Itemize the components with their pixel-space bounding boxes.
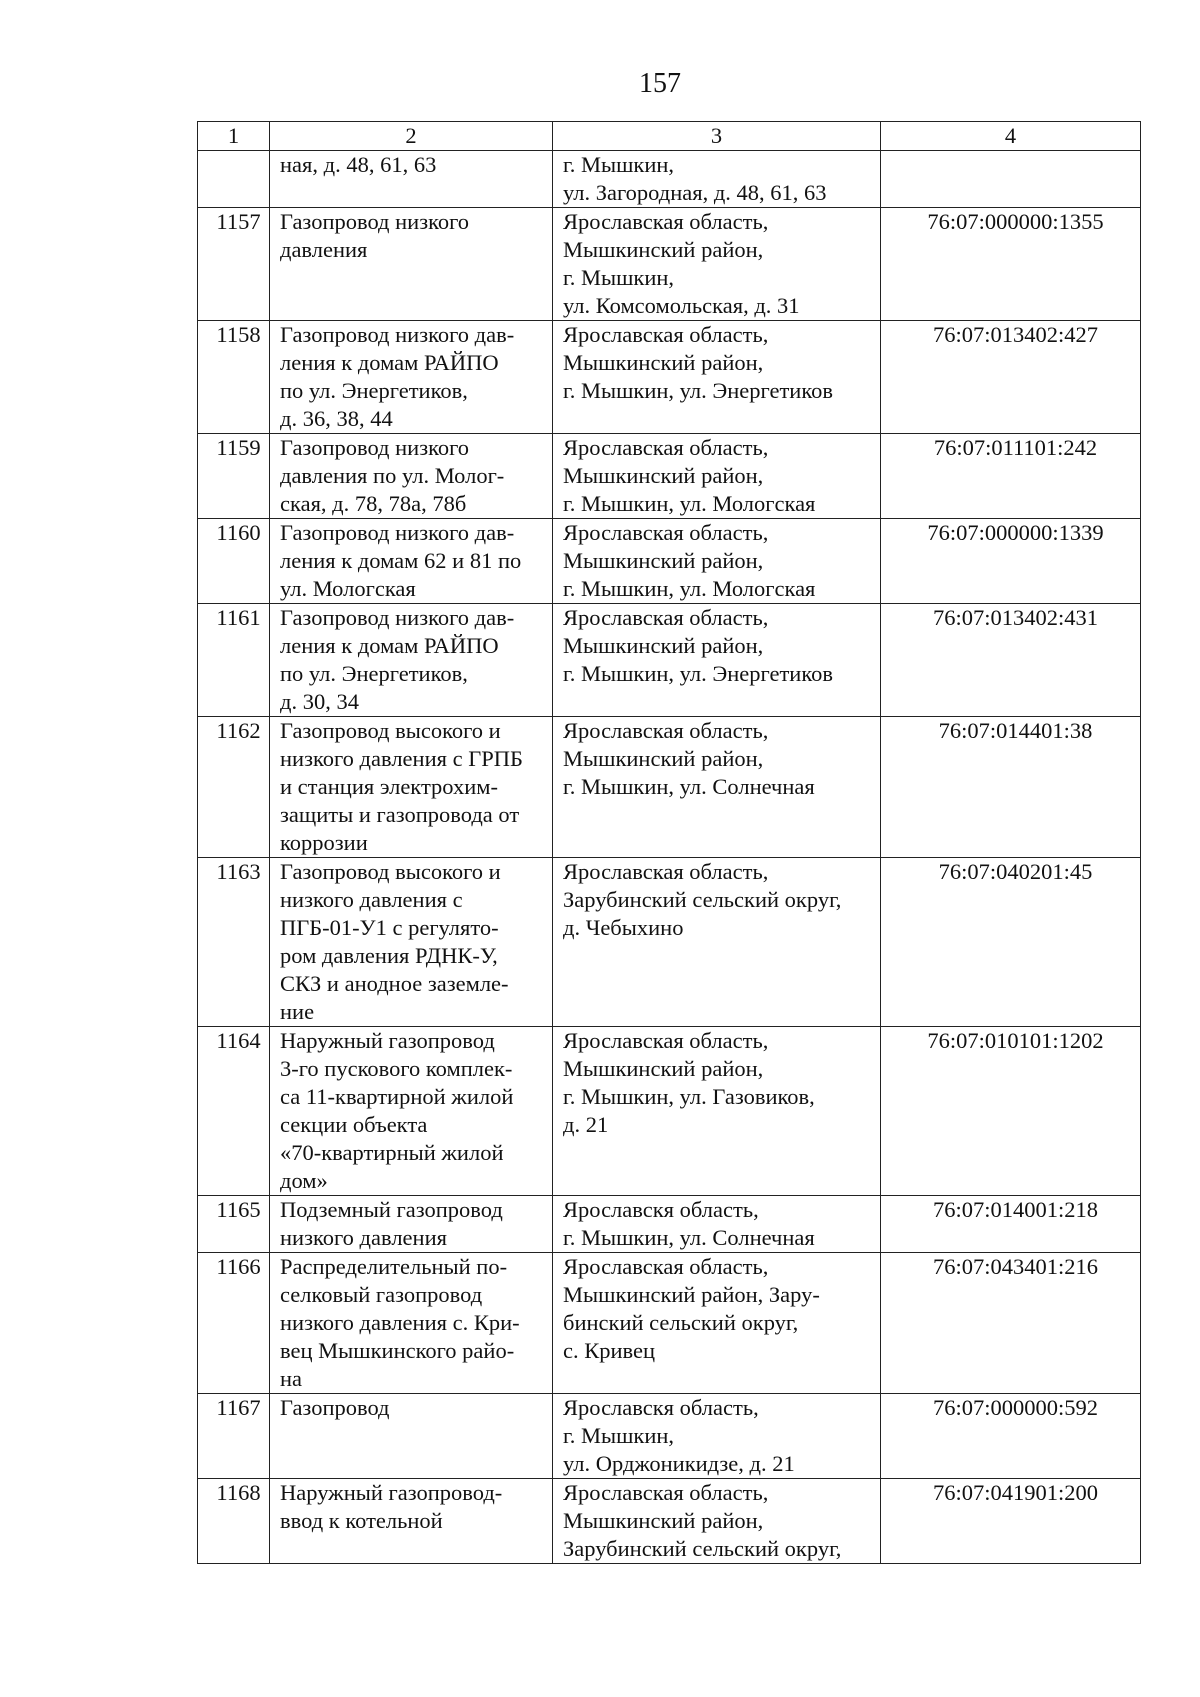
object-address-line: с. Кривец — [563, 1338, 656, 1363]
object-name-line: Газопровод высокого и — [280, 718, 501, 743]
object-address-line: Ярославская область, — [563, 1480, 769, 1505]
object-name-line: Газопровод — [280, 1395, 390, 1420]
object-name-line: ления к домам РАЙПО — [280, 633, 499, 658]
object-name-line: ние — [280, 999, 315, 1024]
object-address-line: Ярославскя область, — [563, 1395, 759, 1420]
object-name-line: давления — [280, 237, 368, 262]
object-name-line: Подземный газопровод — [280, 1197, 503, 1222]
object-address — [553, 519, 881, 604]
cadastral-number: 76:07:013402:431 — [881, 604, 1141, 717]
object-address-line: Ярославская область, — [563, 1028, 769, 1053]
object-name-line: ная, д. 48, 61, 63 — [280, 152, 437, 177]
object-address-line: Ярославская область, — [563, 1254, 769, 1279]
object-address — [553, 151, 881, 208]
table-body — [198, 151, 1141, 1564]
object-address-line: Мышкинский район, — [563, 1056, 764, 1081]
object-name-line: коррозии — [280, 830, 368, 855]
table-row — [198, 604, 1141, 717]
object-address-line: г. Мышкин, ул. Энергетиков — [563, 378, 833, 403]
object-address-line: Ярославская область, — [563, 322, 769, 347]
object-name-line: 3-го пускового комплек- — [280, 1056, 513, 1081]
object-address-line: г. Мышкин, ул. Солнечная — [563, 1225, 815, 1250]
object-name-line: низкого давления с ГРПБ — [280, 746, 523, 771]
object-name-line: Распределительный по- — [280, 1254, 508, 1279]
object-address-line: Ярославскя область, — [563, 1197, 759, 1222]
cadastral-number: 76:07:013402:427 — [881, 321, 1141, 434]
object-name-line: по ул. Энергетиков, — [280, 378, 468, 403]
object-address-line: г. Мышкин, — [563, 265, 675, 290]
object-name-line: защиты и газопровода от — [280, 802, 520, 827]
cadastral-number: 76:07:043401:216 — [881, 1253, 1141, 1394]
cadastral-number: 76:07:000000:1355 — [881, 208, 1141, 321]
object-name-line: ления к домам 62 и 81 по — [280, 548, 522, 573]
cadastral-number: 76:07:010101:1202 — [881, 1027, 1141, 1196]
table-row — [198, 434, 1141, 519]
table-row — [198, 717, 1141, 858]
cadastral-number: 76:07:000000:592 — [881, 1394, 1141, 1479]
object-name-line: давления по ул. Молог- — [280, 463, 505, 488]
object-address-line: Зарубинский сельский округ, — [563, 1536, 842, 1561]
object-address-line: Ярославская область, — [563, 209, 769, 234]
object-name-line: СКЗ и анодное заземле- — [280, 971, 509, 996]
object-name-line: селковый газопровод — [280, 1282, 483, 1307]
object-name-line: низкого давления с — [280, 887, 463, 912]
object-address-line: ул. Орджоникидзе, д. 21 — [563, 1451, 795, 1476]
object-name-line: низкого давления — [280, 1225, 447, 1250]
object-address-line: Ярославская область, — [563, 718, 769, 743]
object-name — [270, 321, 553, 434]
cadastral-number — [881, 151, 1141, 208]
object-address-line: г. Мышкин, — [563, 1423, 675, 1448]
row-number: 1159 — [198, 434, 270, 519]
object-address-line: г. Мышкин, ул. Мологская — [563, 491, 816, 516]
table-row — [198, 321, 1141, 434]
object-address-line: ул. Загородная, д. 48, 61, 63 — [563, 180, 827, 205]
object-name — [270, 519, 553, 604]
row-number — [198, 151, 270, 208]
object-address — [553, 1394, 881, 1479]
object-name-line: Газопровод низкого дав- — [280, 605, 515, 630]
object-name-line: секции объекта — [280, 1112, 428, 1137]
object-address-line: г. Мышкин, ул. Мологская — [563, 576, 816, 601]
column-header: 1 — [198, 122, 270, 151]
object-address — [553, 858, 881, 1027]
object-name — [270, 1394, 553, 1479]
object-address-line: Ярославская область, — [563, 435, 769, 460]
object-address-line: Мышкинский район, Зару- — [563, 1282, 820, 1307]
object-address-line: Мышкинский район, — [563, 548, 764, 573]
cadastral-number: 76:07:014401:38 — [881, 717, 1141, 858]
object-name-line: Газопровод низкого дав- — [280, 322, 515, 347]
table-row — [198, 1394, 1141, 1479]
table-row — [198, 1027, 1141, 1196]
cadastral-number: 76:07:040201:45 — [881, 858, 1141, 1027]
table-row — [198, 1253, 1141, 1394]
object-address-line: д. 21 — [563, 1112, 609, 1137]
object-name-line: ул. Мологская — [280, 576, 416, 601]
column-header: 4 — [881, 122, 1141, 151]
object-name — [270, 604, 553, 717]
object-name-line: ром давления РДНК-У, — [280, 943, 498, 968]
object-name — [270, 717, 553, 858]
object-name-line: ввод к котельной — [280, 1508, 443, 1533]
object-name — [270, 1253, 553, 1394]
object-name-line: Газопровод низкого — [280, 209, 470, 234]
cadastral-number: 76:07:041901:200 — [881, 1479, 1141, 1564]
object-address-line: д. Чебыхино — [563, 915, 684, 940]
row-number: 1167 — [198, 1394, 270, 1479]
cadastral-number: 76:07:011101:242 — [881, 434, 1141, 519]
row-number: 1163 — [198, 858, 270, 1027]
table-row — [198, 858, 1141, 1027]
row-number: 1157 — [198, 208, 270, 321]
table-header-row — [198, 122, 1141, 151]
object-name-line: «70-квартирный жилой — [280, 1140, 504, 1165]
column-header: 2 — [270, 122, 553, 151]
table-row — [198, 208, 1141, 321]
object-address-line: г. Мышкин, — [563, 152, 675, 177]
object-address-line: Мышкинский район, — [563, 746, 764, 771]
object-name-line: са 11-квартирной жилой — [280, 1084, 514, 1109]
object-address — [553, 321, 881, 434]
object-address-line: Мышкинский район, — [563, 633, 764, 658]
row-number: 1165 — [198, 1196, 270, 1253]
column-header: 3 — [553, 122, 881, 151]
row-number: 1161 — [198, 604, 270, 717]
object-address — [553, 1196, 881, 1253]
object-name-line: вец Мышкинского райо- — [280, 1338, 515, 1363]
object-name-line: Газопровод низкого дав- — [280, 520, 515, 545]
object-name-line: ПГБ-01-У1 с регулято- — [280, 915, 499, 940]
cadastral-number: 76:07:000000:1339 — [881, 519, 1141, 604]
object-name — [270, 208, 553, 321]
object-name-line: Наружный газопровод — [280, 1028, 495, 1053]
object-address-line: г. Мышкин, ул. Солнечная — [563, 774, 815, 799]
row-number: 1164 — [198, 1027, 270, 1196]
object-address — [553, 1027, 881, 1196]
object-address-line: г. Мышкин, ул. Газовиков, — [563, 1084, 815, 1109]
object-address — [553, 1253, 881, 1394]
object-address-line: Мышкинский район, — [563, 350, 764, 375]
object-address-line: Мышкинский район, — [563, 463, 764, 488]
object-name-line: д. 36, 38, 44 — [280, 406, 393, 431]
cadastral-number: 76:07:014001:218 — [881, 1196, 1141, 1253]
row-number: 1158 — [198, 321, 270, 434]
object-address — [553, 1479, 881, 1564]
object-address — [553, 434, 881, 519]
object-name-line: Газопровод высокого и — [280, 859, 501, 884]
row-number: 1166 — [198, 1253, 270, 1394]
object-name — [270, 1479, 553, 1564]
page-number: 157 — [639, 68, 681, 99]
row-number: 1160 — [198, 519, 270, 604]
object-name-line: ления к домам РАЙПО — [280, 350, 499, 375]
table-row — [198, 1479, 1141, 1564]
object-address-line: бинский сельский округ, — [563, 1310, 799, 1335]
object-address-line: Зарубинский сельский округ, — [563, 887, 842, 912]
object-name — [270, 1027, 553, 1196]
object-name-line: д. 30, 34 — [280, 689, 359, 714]
table-row — [198, 1196, 1141, 1253]
table-row — [198, 151, 1141, 208]
object-address-line: Ярославская область, — [563, 859, 769, 884]
object-address-line: Ярославская область, — [563, 605, 769, 630]
object-address-line: г. Мышкин, ул. Энергетиков — [563, 661, 833, 686]
object-name-line: Газопровод низкого — [280, 435, 470, 460]
object-name-line: на — [280, 1366, 303, 1391]
object-address-line: ул. Комсомольская, д. 31 — [563, 293, 800, 318]
object-name — [270, 434, 553, 519]
object-name-line: дом» — [280, 1168, 328, 1193]
object-name-line: низкого давления с. Кри- — [280, 1310, 520, 1335]
object-name — [270, 151, 553, 208]
registry-table — [197, 121, 1141, 1564]
object-address-line: Ярославская область, — [563, 520, 769, 545]
object-name-line: Наружный газопровод- — [280, 1480, 503, 1505]
row-number: 1162 — [198, 717, 270, 858]
row-number: 1168 — [198, 1479, 270, 1564]
object-name-line: и станция электрохим- — [280, 774, 499, 799]
object-name-line: ская, д. 78, 78а, 78б — [280, 491, 467, 516]
object-address — [553, 604, 881, 717]
table-row — [198, 519, 1141, 604]
object-address — [553, 717, 881, 858]
object-name — [270, 858, 553, 1027]
object-name-line: по ул. Энергетиков, — [280, 661, 468, 686]
object-address-line: Мышкинский район, — [563, 1508, 764, 1533]
object-address-line: Мышкинский район, — [563, 237, 764, 262]
object-name — [270, 1196, 553, 1253]
object-address — [553, 208, 881, 321]
